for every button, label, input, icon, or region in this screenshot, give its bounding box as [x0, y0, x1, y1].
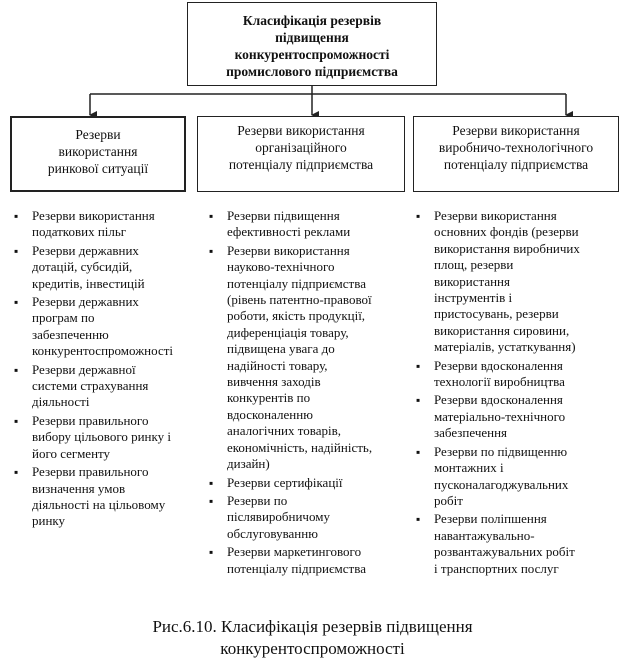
reserve-item-line: системи страхування	[32, 378, 149, 394]
reserve-item-line: Резерви поліпшення	[434, 511, 547, 527]
reserve-list-market-situation	[12, 208, 192, 532]
reserve-list-item	[12, 243, 192, 292]
reserve-item-line: матеріально-технічного	[434, 408, 566, 424]
caption-line: конкурентоспроможності	[220, 639, 405, 658]
bullet-icon: ▪	[209, 243, 214, 258]
reserve-item-line: аналогічних товарів,	[227, 423, 341, 439]
category-box-organizational-potential	[197, 116, 405, 192]
reserve-item-line: використання	[434, 273, 510, 289]
reserve-item-line: пристосувань, резерви	[434, 306, 559, 322]
reserve-item-line: роботи, якість продукції,	[227, 308, 366, 324]
caption-line: Рис.6.10. Класифікація резервів підвищення	[152, 617, 473, 636]
reserve-item-line: ефективності реклами	[227, 224, 351, 240]
reserve-item-line: Резерви маркетингового	[227, 544, 362, 560]
bullet-icon: ▪	[14, 295, 19, 310]
reserve-item-line: інструментів і	[434, 290, 513, 306]
reserve-item-line: діяльності на цільовому	[32, 496, 166, 512]
reserve-list-item	[207, 208, 407, 241]
bullet-icon: ▪	[209, 209, 214, 223]
reserve-item-line: Резерви використання	[32, 208, 155, 223]
reserve-item-line: матеріалів, устаткування)	[434, 339, 576, 355]
reserve-item-line: Резерви державних	[32, 242, 139, 258]
reserve-item-line: вивчення заходів	[227, 374, 321, 390]
bullet-icon: ▪	[14, 465, 19, 480]
reserve-item-line: економічність, надійність,	[227, 439, 373, 455]
reserve-item-line: і транспортних послуг	[434, 560, 559, 576]
bullet-icon: ▪	[14, 413, 19, 428]
bullet-icon: ▪	[14, 362, 19, 377]
reserve-item-line: Резерви сертифікації	[227, 474, 343, 490]
reserve-item-line: дотацій, субсидій,	[32, 259, 133, 275]
reserve-item-line: визначення умов	[32, 480, 126, 496]
reserve-item-line: дизайн)	[227, 456, 270, 472]
reserve-item-line: пусконалагоджувальних	[434, 476, 569, 492]
reserve-item-line: монтажних і	[434, 460, 504, 476]
category-line: потенціалу підприємства	[228, 157, 374, 172]
reserve-item-line: Резерви вдосконалення	[434, 357, 563, 373]
reserve-list-item	[207, 475, 407, 491]
reserve-list-item	[12, 413, 192, 462]
reserve-item-line: його сегменту	[32, 445, 111, 461]
reserve-item-line: науково-технічного	[227, 259, 335, 275]
reserve-item-line: (рівень патентно-правової	[227, 292, 372, 308]
reserve-item-line: обслуговуванню	[227, 525, 318, 541]
figure-caption	[0, 616, 625, 660]
bullet-icon: ▪	[14, 209, 19, 223]
reserve-list-item	[12, 208, 192, 241]
reserve-list-item	[207, 493, 407, 542]
reserve-item-line: надійності товару,	[227, 357, 328, 373]
reserve-item-line: площ, резерви	[434, 257, 514, 273]
root-line: підвищення	[275, 30, 349, 45]
reserve-item-line: забезпечення	[434, 425, 508, 441]
reserve-list-item	[414, 358, 619, 391]
reserve-item-line: підвищена увага до	[227, 341, 335, 357]
bullet-icon: ▪	[209, 545, 214, 560]
category-line: Резерви використання	[237, 123, 365, 138]
reserve-item-line: Резерви використання	[434, 208, 557, 223]
reserve-list-item	[414, 511, 619, 577]
reserve-item-line: вдосконаленню	[227, 406, 313, 422]
category-line: Резерви використання	[452, 123, 580, 138]
reserve-list-item	[207, 544, 407, 577]
bullet-icon: ▪	[416, 444, 421, 459]
category-line: потенціалу підприємства	[443, 157, 589, 172]
reserve-list-item	[207, 243, 407, 473]
reserve-item-line: конкурентів по	[227, 390, 311, 406]
reserve-item-line: Резерви використання	[227, 242, 350, 258]
reserve-item-line: Резерви підвищення	[227, 208, 340, 223]
reserve-list-item	[414, 208, 619, 356]
reserve-item-line: використання сировини,	[434, 322, 570, 338]
reserve-item-line: основних фондів (резерви	[434, 224, 579, 240]
category-box-production-technological-potential	[413, 116, 619, 192]
category-line: використання	[58, 144, 138, 159]
category-line: ринкової ситуації	[47, 161, 149, 176]
reserve-item-line: ринку	[32, 513, 66, 529]
reserve-item-line: Резерви державної	[32, 361, 136, 377]
reserve-item-line: диференціація товару,	[227, 324, 349, 340]
root-line: промислового підприємства	[226, 64, 398, 79]
reserve-list-organizational-potential	[207, 208, 407, 579]
reserve-item-line: потенціалу підприємства	[227, 560, 366, 576]
reserve-item-line: технології виробництва	[434, 374, 565, 390]
reserve-item-line: потенціалу підприємства	[227, 275, 366, 291]
bullet-icon: ▪	[416, 358, 421, 373]
category-line: Резерви	[75, 127, 121, 142]
reserve-item-line: Резерви по	[227, 492, 288, 508]
bullet-icon: ▪	[14, 243, 19, 258]
reserve-item-line: діяльності	[32, 394, 90, 410]
category-line: організаційного	[255, 140, 347, 155]
reserve-item-line: Резерви правильного	[32, 464, 149, 480]
category-line: виробничо-технологічного	[438, 140, 594, 155]
reserve-item-line: Резерви вдосконалення	[434, 392, 563, 408]
reserve-item-line: навантажувально-	[434, 527, 535, 543]
root-line: конкурентоспроможності	[234, 47, 390, 62]
bullet-icon: ▪	[416, 393, 421, 408]
reserve-item-line: Резерви по підвищенню	[434, 443, 568, 459]
bullet-icon: ▪	[416, 209, 421, 223]
reserve-item-line: конкурентоспроможності	[32, 343, 174, 359]
reserve-item-line: Резерви державних	[32, 294, 139, 310]
category-box-market-situation	[10, 116, 186, 192]
reserve-item-line: робіт	[434, 492, 463, 508]
reserve-list-item	[12, 464, 192, 530]
reserve-item-line: програм по	[32, 310, 95, 326]
reserve-list-item	[12, 294, 192, 360]
bullet-icon: ▪	[209, 475, 214, 490]
reserve-list-item	[414, 444, 619, 510]
reserve-item-line: розвантажувальних робіт	[434, 544, 575, 560]
reserve-item-line: забезпеченню	[32, 326, 109, 342]
reserve-list-item	[414, 392, 619, 441]
reserve-item-line: використання виробничих	[434, 240, 580, 256]
reserve-list-item	[12, 362, 192, 411]
bullet-icon: ▪	[209, 493, 214, 508]
reserve-item-line: вибору цільового ринку і	[32, 429, 171, 445]
reserve-item-line: Резерви правильного	[32, 412, 149, 428]
reserve-item-line: післявиробничому	[227, 509, 330, 525]
root-classification-box	[187, 2, 437, 86]
bullet-icon: ▪	[416, 512, 421, 527]
reserve-item-line: податкових пільг	[32, 224, 127, 240]
root-line: Класифікація резервів	[242, 13, 382, 28]
reserve-item-line: кредитів, інвестицій	[32, 275, 145, 291]
reserve-list-production-technological-potential	[414, 208, 619, 579]
